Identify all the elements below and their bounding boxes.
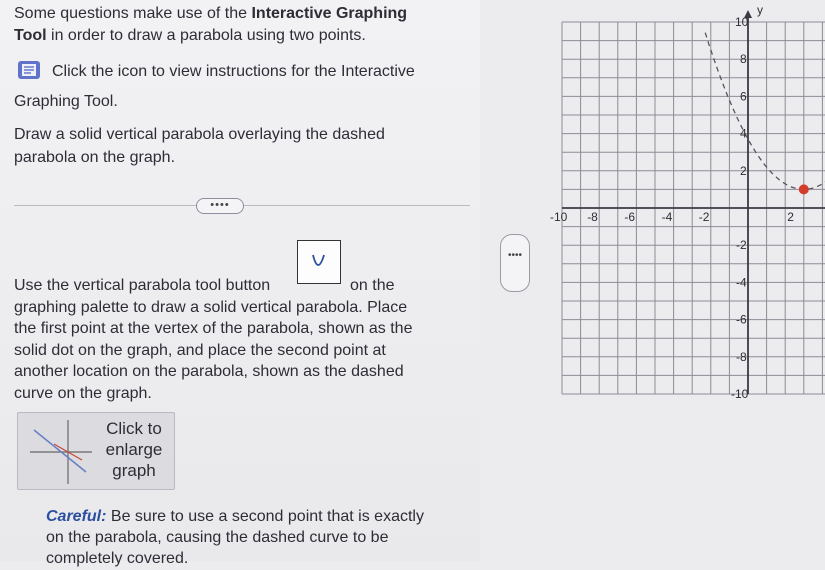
y-tick-label: 4 [740,126,747,141]
prompt-line-1: Draw a solid vertical parabola overlaying the dashed [14,126,385,143]
intro-bold: Interactive Graphing [251,5,408,22]
instructions-line-2: graphing palette to draw a solid vertical parabola. Place [14,299,408,316]
y-tick-label: -8 [736,349,747,364]
y-tick-label: 2 [740,163,747,178]
graphing-tool-help-icon[interactable] [18,61,40,79]
enlarge-graph-button[interactable] [17,412,175,490]
vertex-point[interactable] [799,184,809,194]
careful-line-1 [46,505,424,528]
y-tick-label: 10 [735,15,749,29]
y-tick-label: -2 [736,238,747,253]
instructions-line-4: solid dot on the graph, and place the second point at [14,342,386,359]
enlarge-label-1: Click to [106,419,162,438]
instructions-line-6: curve on the graph. [14,385,152,402]
parabola-icon [298,241,340,283]
careful-text-1: Be sure to use a second point that is exactly [106,508,424,525]
graph-thumbnail-icon [24,414,98,488]
careful-line-3: completely covered. [46,550,189,567]
y-tick-label: 6 [740,89,747,104]
vertical-parabola-tool-button[interactable] [297,240,341,284]
intro-bold-tool: Tool [14,27,47,44]
instructions-line-1b: on the [350,277,395,294]
help-line-2: Graphing Tool. [14,93,118,110]
enlarge-label-2: enlarge [105,440,163,459]
y-tick-label: -10 [731,387,749,401]
intro-text-2: in order to draw a parabola using two points. [46,27,366,44]
coordinate-graph[interactable] [540,0,825,561]
x-tick-label: -10 [550,210,568,224]
careful-label: Careful: [46,508,107,525]
help-line-1: Click the icon to view instructions for the Interactive [52,63,415,80]
prompt-line-2: parabola on the graph. [14,149,176,166]
x-tick-label: -8 [587,210,598,224]
instructions-line-3: the first point at the vertex of the parabola, shown as the [14,320,413,337]
y-tick-label: -4 [736,275,747,290]
x-tick-label: -6 [624,210,636,224]
y-tick-label: 8 [740,52,747,67]
x-tick-label: -4 [661,210,673,224]
y-tick-label: -6 [736,312,747,327]
splitter-dots: •••• [507,250,522,261]
careful-line-2: on the parabola, causing the dashed curve to be [46,529,389,546]
enlarge-label [98,418,170,481]
x-tick-label: 2 [787,210,794,224]
intro-line-2 [14,24,366,47]
instructions-line-1a: Use the vertical parabola tool button [14,277,271,294]
instructions-line-5: another location on the parabola, shown as the dashed [14,363,404,380]
intro-line-1 [14,2,407,25]
more-button[interactable]: •••• [196,198,244,214]
enlarge-label-3: graph [112,461,156,480]
y-axis-label: y [757,3,763,17]
x-tick-label: -2 [698,210,710,224]
intro-text: Some questions make use of the [14,5,252,22]
panel-splitter-handle[interactable] [500,234,530,292]
